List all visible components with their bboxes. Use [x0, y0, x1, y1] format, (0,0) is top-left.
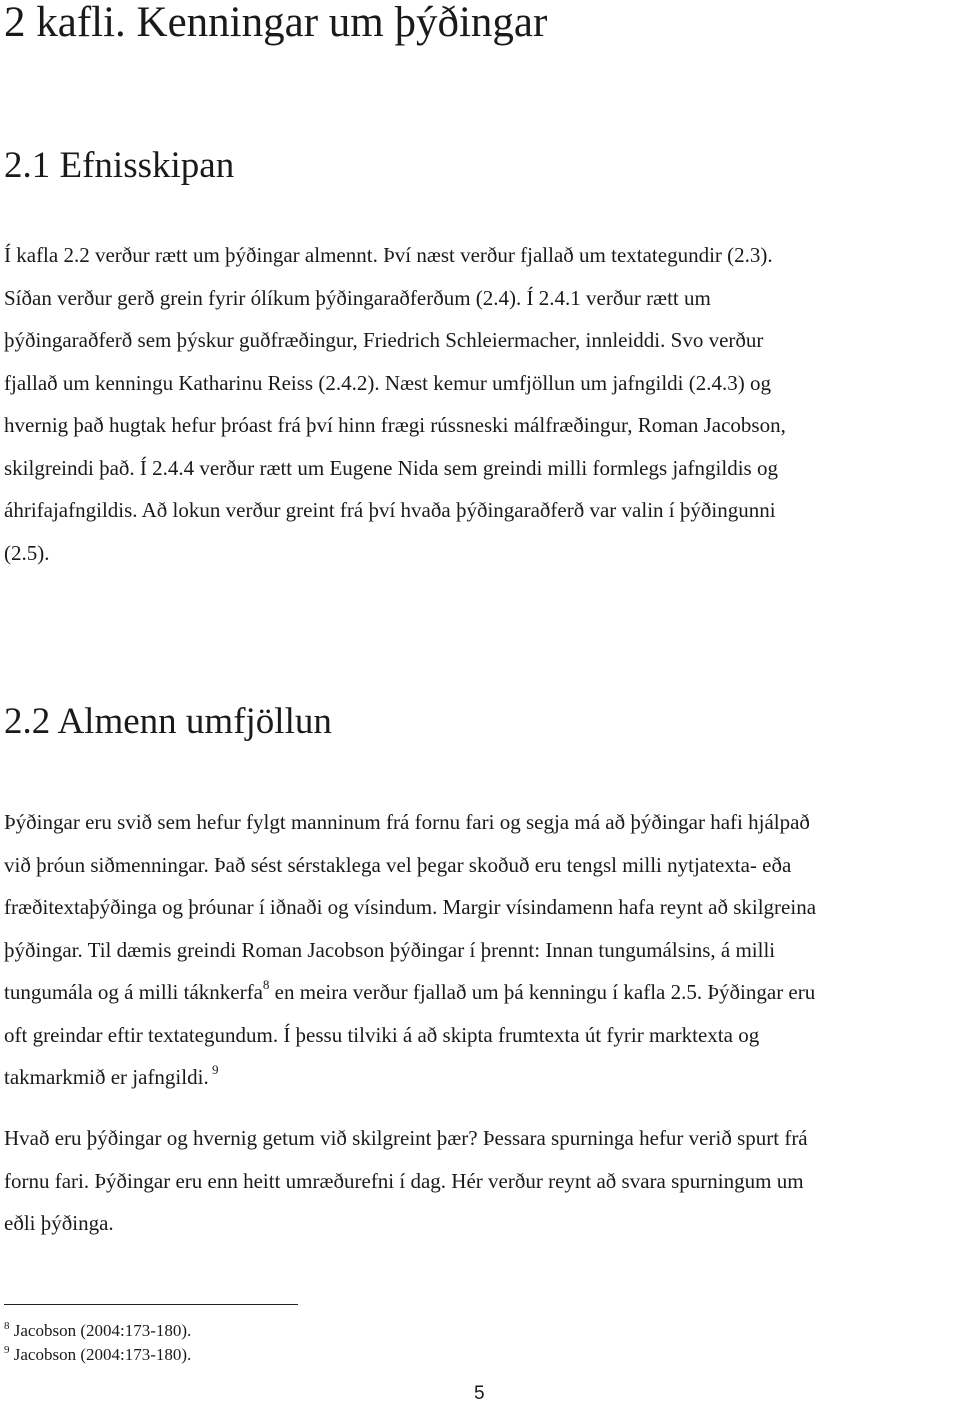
- text-line: skilgreindi það. Í 2.4.4 verður rætt um Eugene Nida sem greindi milli formlegs jafngildis og: [4, 455, 778, 480]
- text-fragment: takmarkmið er jafngildi.: [4, 1065, 209, 1089]
- footnote-ref-8[interactable]: 8: [262, 977, 270, 992]
- text-line: fræðitextaþýðinga og þróunar í iðnaði og vísindum. Margir vísindamenn hafa reynt að skilgreina: [4, 895, 817, 919]
- footnote-8: [4, 1321, 191, 1341]
- footnote-text: Jacobson (2004:173-180).: [9, 1321, 192, 1340]
- paragraph-almenn-1: [4, 801, 956, 1099]
- section-heading-almenn-umfjollun: 2.2 Almenn umfjöllun: [4, 701, 332, 742]
- footnote-ref-9[interactable]: 9: [208, 1062, 219, 1077]
- text-line: (2.5).: [4, 540, 50, 565]
- text-line: fornu fari. Þýðingar eru enn heitt umræðurefni í dag. Hér verður reynt að svara spurningum um: [4, 1168, 804, 1193]
- footnote-separator: [4, 1304, 298, 1305]
- chapter-title: 2 kafli. Kenningar um þýðingar: [4, 0, 548, 46]
- footnote-number: 8: [4, 1320, 10, 1332]
- text-fragment: en meira verður fjallað um þá kenningu í kafla 2.5. Þýðingar eru: [269, 980, 816, 1004]
- text-line: fjallað um kenningu Katharinu Reiss (2.4.2). Næst kemur umfjöllun um jafngildi (2.4.3) og: [4, 370, 771, 395]
- text-line: [4, 971, 956, 1014]
- text-line: áhrifajafngildis. Að lokun verður greint frá því hvaða þýðingaraðferð var valin í þýðingunni: [4, 498, 776, 522]
- footnote-number: 9: [4, 1344, 10, 1356]
- text-line: Hvað eru þýðingar og hvernig getum við skilgreint þær? Þessara spurninga hefur verið spurt frá: [4, 1126, 808, 1150]
- section-heading-efnisskipan: 2.1 Efnisskipan: [4, 145, 235, 186]
- text-line: [4, 1056, 956, 1099]
- text-line: Í kafla 2.2 verður rætt um þýðingar almennt. Því næst verður fjallað um textategundir (2.3).: [4, 243, 773, 267]
- text-line: þýðingar. Til dæmis greindi Roman Jacobson þýðingar í þrennt: Innan tungumálsins, á milli: [4, 937, 776, 962]
- text-line: Síðan verður gerð grein fyrir ólíkum þýðingaraðferðum (2.4). Í 2.4.1 verður rætt um: [4, 285, 711, 310]
- text-line: við þróun siðmenningar. Það sést sérstaklega vel þegar skoðuð eru tengsl milli nytjatexta- eða: [4, 852, 792, 877]
- paragraph-efnisskipan: [4, 234, 956, 574]
- text-line: Þýðingar eru svið sem hefur fylgt manninum frá fornu fari og segja má að þýðingar hafi hjálpað: [4, 810, 810, 834]
- text-line: hvernig það hugtak hefur þróast frá því hinn frægi rússneski málfræðingur, Roman Jacobson,: [4, 413, 786, 437]
- text-line: þýðingaraðferð sem þýskur guðfræðingur, Friedrich Schleiermacher, innleiddi. Svo verður: [4, 328, 764, 352]
- text-line: eðli þýðinga.: [4, 1211, 114, 1235]
- text-fragment: tungumála og á milli táknkerfa: [4, 980, 263, 1004]
- footnote-text: Jacobson (2004:173-180).: [9, 1345, 192, 1364]
- text-line: oft greindar eftir textategundum. Í þessu tilviki á að skipta frumtexta út fyrir marktexta og: [4, 1022, 760, 1047]
- footnote-9: [4, 1345, 191, 1365]
- paragraph-almenn-2: [4, 1117, 956, 1245]
- page-number: 5: [474, 1383, 485, 1404]
